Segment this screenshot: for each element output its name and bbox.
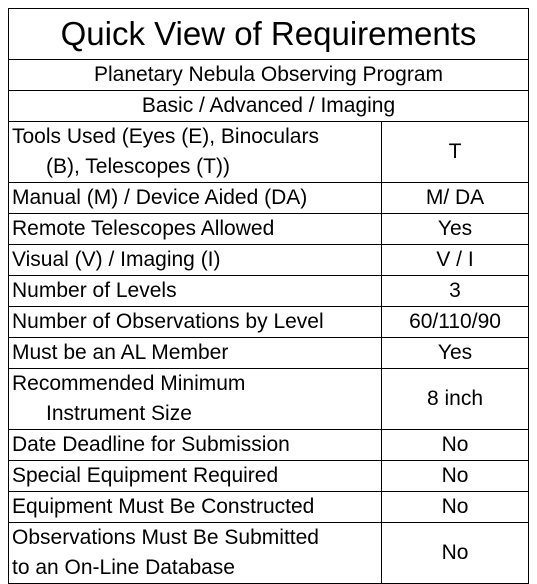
requirement-label: Must be an AL Member [9, 338, 382, 369]
table-row [9, 430, 529, 461]
requirement-value: T [382, 122, 529, 183]
table-row [9, 523, 529, 584]
program-category: Basic / Advanced / Imaging [9, 91, 529, 122]
requirements-table [8, 8, 529, 584]
table-title: Quick View of Requirements [9, 9, 529, 60]
requirement-label: Remote Telescopes Allowed [9, 214, 382, 245]
table-row [9, 307, 529, 338]
requirement-label: Equipment Must Be Constructed [9, 492, 382, 523]
table-row [9, 183, 529, 214]
requirement-label-line1: Observations Must Be Submitted [12, 526, 319, 549]
requirement-label: Visual (V) / Imaging (I) [9, 245, 382, 276]
requirement-label-line2: to an On-Line Database [12, 556, 235, 579]
requirement-value: Yes [382, 338, 529, 369]
requirement-label [9, 369, 382, 430]
requirement-label-line1: Recommended Minimum [12, 372, 246, 395]
table-row [9, 338, 529, 369]
title-row [9, 9, 529, 60]
requirement-value: No [382, 492, 529, 523]
table-row [9, 214, 529, 245]
table-row [9, 122, 529, 183]
category-row [9, 91, 529, 122]
requirement-label: Special Equipment Required [9, 461, 382, 492]
requirement-value: No [382, 430, 529, 461]
requirement-label [9, 523, 382, 584]
requirement-value: V / I [382, 245, 529, 276]
program-row [9, 60, 529, 91]
requirement-label [9, 122, 382, 183]
requirement-value: M/ DA [382, 183, 529, 214]
requirement-label-line2: Instrument Size [46, 402, 192, 425]
requirement-value: 3 [382, 276, 529, 307]
requirement-label: Date Deadline for Submission [9, 430, 382, 461]
requirement-value: 60/110/90 [382, 307, 529, 338]
table-row [9, 245, 529, 276]
requirement-label-line1: Tools Used (Eyes (E), Binoculars [12, 125, 319, 148]
table-row [9, 492, 529, 523]
requirement-label: Manual (M) / Device Aided (DA) [9, 183, 382, 214]
requirement-value: No [382, 461, 529, 492]
table-row [9, 369, 529, 430]
requirement-label: Number of Levels [9, 276, 382, 307]
requirement-value: Yes [382, 214, 529, 245]
requirement-label: Number of Observations by Level [9, 307, 382, 338]
table-row [9, 461, 529, 492]
requirement-value: No [382, 523, 529, 584]
table-row [9, 276, 529, 307]
requirement-label-line2: (B), Telescopes (T)) [46, 155, 230, 178]
requirement-value: 8 inch [382, 369, 529, 430]
program-name: Planetary Nebula Observing Program [9, 60, 529, 91]
